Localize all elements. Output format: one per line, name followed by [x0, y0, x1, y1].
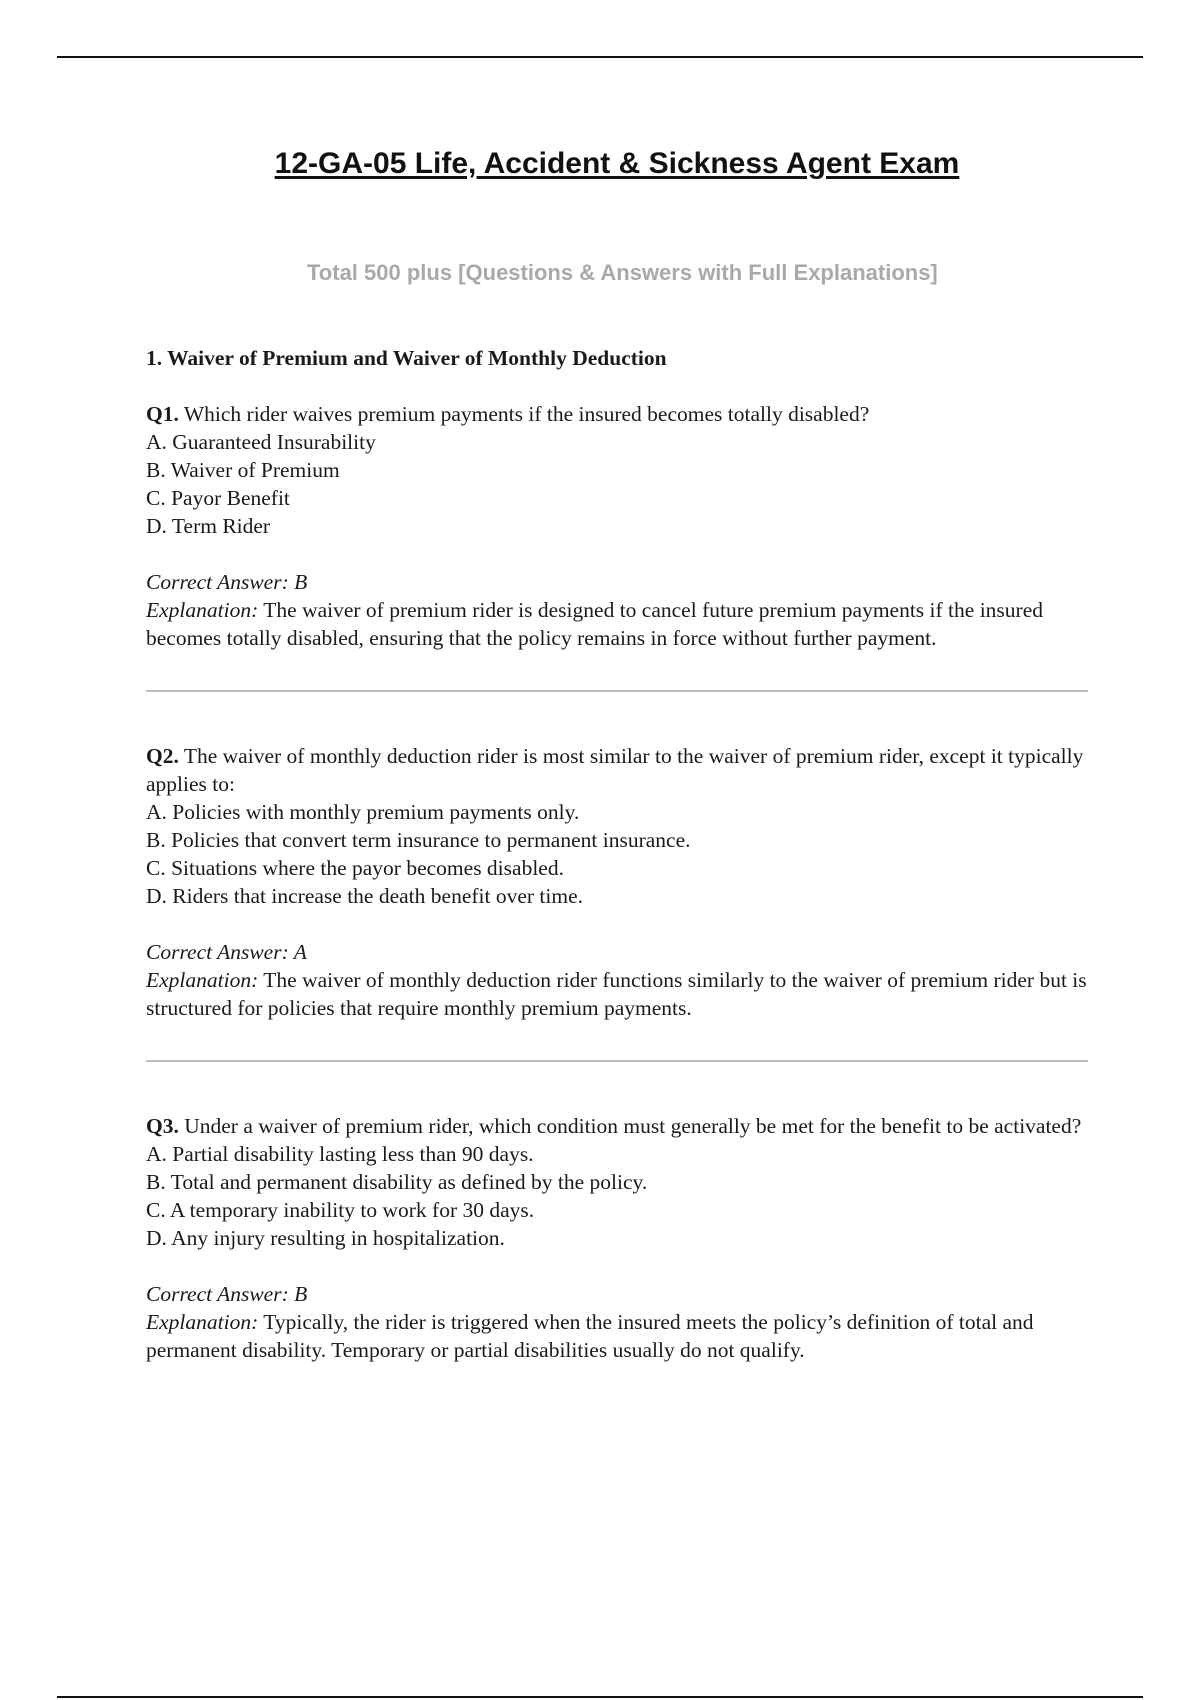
question-2: [146, 742, 1088, 1022]
question-stem: [146, 742, 1088, 798]
explanation-label: Explanation:: [146, 1310, 259, 1334]
question-text: Under a waiver of premium rider, which condition must generally be met for the benefit to be activated?: [184, 1114, 1082, 1138]
option-c: C. A temporary inability to work for 30 days.: [146, 1198, 535, 1222]
question-stem: [146, 1112, 1088, 1140]
top-rule: [57, 56, 1143, 58]
question-1: [146, 400, 1088, 652]
question-number: Q3.: [146, 1114, 179, 1138]
question-text: The waiver of monthly deduction rider is most similar to the waiver of premium rider, except it typically applies to:: [146, 744, 1084, 796]
option-d: D. Term Rider: [146, 514, 271, 538]
option-a: A. Policies with monthly premium payments only.: [146, 800, 580, 824]
option-c: C. Situations where the payor becomes disabled.: [146, 856, 564, 880]
answer-block: [146, 938, 1088, 1022]
question-number: Q2.: [146, 744, 179, 768]
explanation-label: Explanation:: [146, 968, 259, 992]
answer-block: [146, 568, 1088, 652]
question-3: [146, 1112, 1088, 1364]
question-text: Which rider waives premium payments if the insured becomes totally disabled?: [183, 402, 870, 426]
option-d: D. Any injury resulting in hospitalization.: [146, 1226, 505, 1250]
option-b: B. Total and permanent disability as defined by the policy.: [146, 1170, 648, 1194]
option-d: D. Riders that increase the death benefit over time.: [146, 884, 584, 908]
question-number: Q1.: [146, 402, 179, 426]
explanation: [146, 596, 1088, 652]
explanation: [146, 1308, 1088, 1364]
explanation-label: Explanation:: [146, 598, 259, 622]
answer-options: [146, 428, 1088, 540]
explanation: [146, 966, 1088, 1022]
explanation-text: Typically, the rider is triggered when the insured meets the policy’s definition of total and permanent disability. Temporary or partial disabilities usually do not qualify.: [146, 1310, 1034, 1362]
option-a: A. Partial disability lasting less than 90 days.: [146, 1142, 534, 1166]
correct-answer: Correct Answer: B: [146, 570, 308, 594]
option-b: B. Waiver of Premium: [146, 458, 340, 482]
question-stem: [146, 400, 1088, 428]
document-title: 12-GA-05 Life, Accident & Sickness Agent Exam: [274, 147, 960, 180]
option-b: B. Policies that convert term insurance to permanent insurance.: [146, 828, 691, 852]
explanation-text: The waiver of premium rider is designed to cancel future premium payments if the insured becomes totally disabled, ensuring that the policy remains in force without further payment.: [146, 598, 1043, 650]
question-divider: [146, 1060, 1088, 1062]
option-a: A. Guaranteed Insurability: [146, 430, 376, 454]
option-c: C. Payor Benefit: [146, 486, 290, 510]
bottom-rule: [57, 1696, 1143, 1698]
document-subtitle: Total 500 plus [Questions & Answers with Full Explanations]: [307, 260, 938, 285]
question-divider: [146, 690, 1088, 692]
answer-options: [146, 798, 1088, 910]
answer-block: [146, 1280, 1088, 1364]
correct-answer: Correct Answer: B: [146, 1282, 308, 1306]
answer-options: [146, 1140, 1088, 1252]
correct-answer: Correct Answer: A: [146, 940, 307, 964]
explanation-text: The waiver of monthly deduction rider functions similarly to the waiver of premium rider but is structured for policies that require monthly premium payments.: [146, 968, 1087, 1020]
section-heading: 1. Waiver of Premium and Waiver of Monthly Deduction: [146, 346, 667, 370]
document-body: [146, 344, 1088, 1364]
